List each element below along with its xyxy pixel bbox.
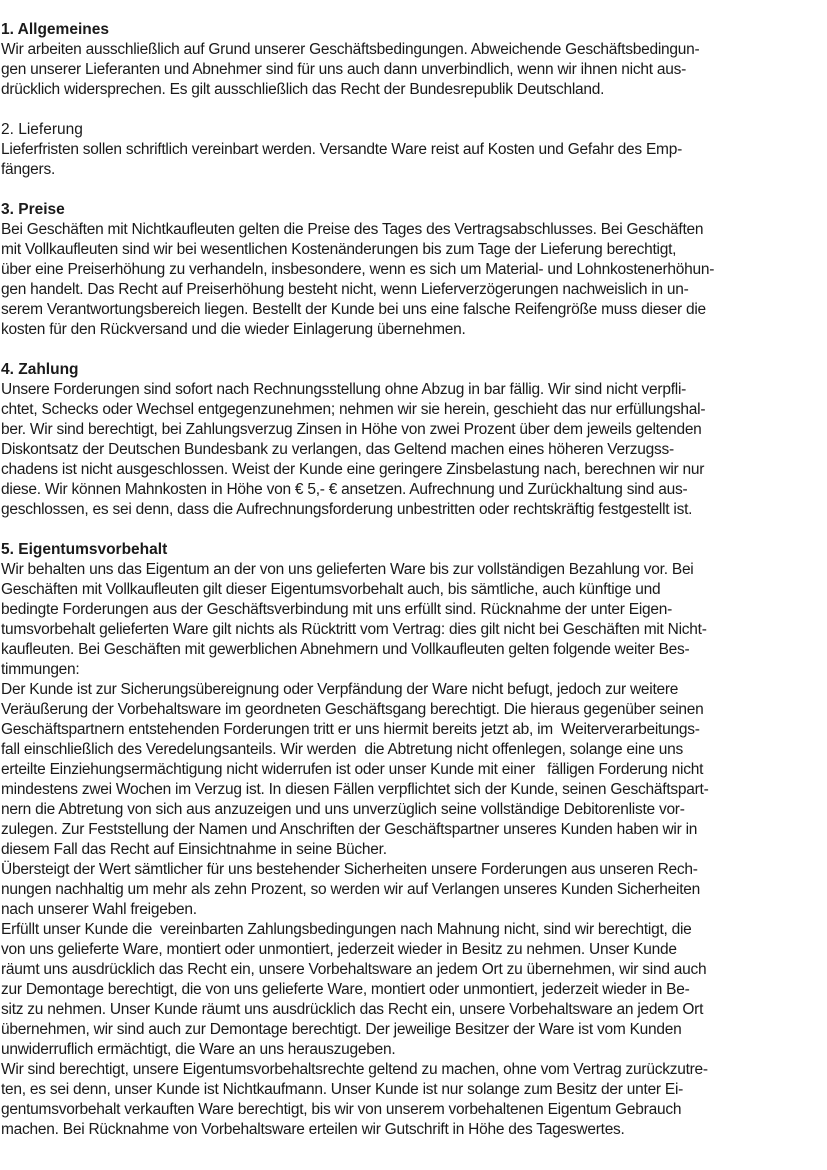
terms-document [1, 20, 825, 1160]
section-heading: 3. Preise [1, 201, 65, 218]
section-heading: 5. Eigentumsvorbehalt [1, 541, 168, 558]
paragraph-line: gen handelt. Das Recht auf Preiserhöhung besteht nicht, wenn Lieferverzögerungen nachweislich in un- [1, 281, 689, 298]
paragraph-line: kosten für den Rückversand und die wieder Einlagerung übernehmen. [1, 321, 466, 338]
paragraph-line: Geschäftspartnern entstehenden Forderungen tritt er uns hiermit bereits jetzt ab, im Weiterverarbeitungs- [1, 721, 700, 738]
paragraph-line: sitz zu nehmen. Unser Kunde räumt uns ausdrücklich das Recht ein, unsere Vorbehaltsware an jedem Ort [1, 1001, 704, 1018]
paragraph-line: ten, es sei denn, unser Kunde ist Nichtkaufmann. Unser Kunde ist nur solange zum Besitz der unter Ei- [1, 1081, 684, 1098]
paragraph-line: diesem Fall das Recht auf Einsichtnahme in seine Bücher. [1, 841, 387, 858]
paragraph-line: Geschäften mit Vollkaufleuten gilt dieser Eigentumsvorbehalt auch, bis sämtliche, auch künftige und [1, 581, 661, 598]
paragraph-line: nern die Abtretung von sich aus anzuzeigen und uns unverzüglich seine vollständige Debitorenliste vor- [1, 801, 685, 818]
paragraph-line: zur Demontage berechtigt, die von uns gelieferte Ware, montiert oder unmontiert, jederzeit wieder in Be- [1, 981, 690, 998]
paragraph-line: Der Kunde ist zur Sicherungsübereignung oder Verpfändung der Ware nicht befugt, jedoch zur weitere [1, 681, 679, 698]
paragraph-line: Diskontsatz der Deutschen Bundesbank zu verlangen, das Geltend machen eines höheren Verzugss- [1, 441, 674, 458]
paragraph-line: Unsere Forderungen sind sofort nach Rechnungsstellung ohne Abzug in bar fällig. Wir sind nicht verpfli- [1, 381, 687, 398]
paragraph-line: gentumsvorbehalt verkauften Ware berechtigt, bis wir von unserem vorbehaltenen Eigentum Gebrauch [1, 1101, 682, 1118]
paragraph-line: fängers. [1, 161, 56, 178]
paragraph-line: drücklich widersprechen. Es gilt ausschließlich das Recht der Bundesrepublik Deutschland. [1, 81, 605, 98]
paragraph-line: Übersteigt der Wert sämtlicher für uns bestehender Sicherheiten unsere Forderungen aus unseren Rech- [1, 861, 698, 878]
section-heading: 4. Zahlung [1, 361, 79, 378]
paragraph-line: übernehmen, wir sind auch zur Demontage berechtigt. Der jeweilige Besitzer der Ware ist vom Kunden [1, 1021, 682, 1038]
paragraph-line: serem Verantwortungsbereich liegen. Bestellt der Kunde bei uns eine falsche Reifengröße muss dieser die [1, 301, 706, 318]
section-heading: 1. Allgemeines [1, 21, 109, 38]
paragraph-line: Wir arbeiten ausschließlich auf Grund unserer Geschäftsbedingungen. Abweichende Geschäftsbedingun- [1, 41, 700, 58]
section-heading: 2. Lieferung [1, 121, 83, 138]
paragraph-line: nach unserer Wahl freigeben. [1, 901, 197, 918]
paragraph-line: über eine Preiserhöhung zu verhandeln, insbesondere, wenn es sich um Material- und Lohnkostenerhöhun- [1, 261, 715, 278]
paragraph-line: von uns gelieferte Ware, montiert oder unmontiert, jederzeit wieder in Besitz zu nehmen. Unser Kunde [1, 941, 677, 958]
paragraph-line: gen unserer Lieferanten und Abnehmer sind für uns auch dann unverbindlich, wenn wir ihnen nicht aus- [1, 61, 687, 78]
paragraph-line: Wir sind berechtigt, unsere Eigentumsvorbehaltsrechte geltend zu machen, ohne vom Vertrag zurückzutre- [1, 1061, 708, 1078]
paragraph-line: geschlossen, es sei denn, dass die Aufrechnungsforderung unbestritten oder rechtskräftig festgestellt ist. [1, 501, 693, 518]
paragraph-line: ber. Wir sind berechtigt, bei Zahlungsverzug Zinsen in Höhe von zwei Prozent über dem jeweils geltenden [1, 421, 702, 438]
paragraph-line: tumsvorbehalt gelieferten Ware gilt nichts als Rücktritt vom Vertrag: dies gilt nicht bei Geschäften mit Nicht- [1, 621, 707, 638]
paragraph-line: mit Vollkaufleuten sind wir bei wesentlichen Kostenänderungen bis zum Tage der Lieferung berechtigt, [1, 241, 677, 258]
paragraph-line: unwiderruflich ermächtigt, die Ware an uns herauszugeben. [1, 1041, 396, 1058]
section-eigentumsvorbehalt [1, 540, 825, 1140]
paragraph-line: chtet, Schecks oder Wechsel entgegenzunehmen; nehmen wir sie herein, geschieht das nur erfüllungshal- [1, 401, 706, 418]
paragraph-line: Veräußerung der Vorbehaltsware im geordneten Geschäftsgang berechtigt. Die hieraus gegenüber seinen [1, 701, 704, 718]
paragraph-line: chadens ist nicht ausgeschlossen. Weist der Kunde eine geringere Zinsbelastung nach, berechnen wir nur [1, 461, 705, 478]
paragraph-line: Wir behalten uns das Eigentum an der von uns gelieferten Ware bis zur vollständigen Bezahlung vor. Bei [1, 561, 694, 578]
paragraph-line: diese. Wir können Mahnkosten in Höhe von € 5,- € ansetzen. Aufrechnung und Zurückhaltung sind aus- [1, 481, 688, 498]
paragraph-line: Bei Geschäften mit Nichtkaufleuten gelten die Preise des Tages des Vertragsabschlusses. Bei Geschäften [1, 221, 704, 238]
paragraph-line: nungen nachhaltig um mehr als zehn Prozent, so werden wir auf Verlangen unseres Kunden Sicherheiten [1, 881, 701, 898]
section-zahlung [1, 360, 825, 520]
paragraph-line: räumt uns ausdrücklich das Recht ein, unsere Vorbehaltsware an jedem Ort zu übernehmen, wir sind auch [1, 961, 707, 978]
paragraph-line: mindestens zwei Wochen im Verzug ist. In diesen Fällen verpflichtet sich der Kunde, seinen Geschäftspart- [1, 781, 709, 798]
paragraph-line: Erfüllt unser Kunde die vereinbarten Zahlungsbedingungen nach Mahnung nicht, sind wir berechtigt, die [1, 921, 692, 938]
section-lieferung [1, 120, 825, 180]
paragraph-line: machen. Bei Rücknahme von Vorbehaltsware erteilen wir Gutschrift in Höhe des Tageswertes. [1, 1121, 625, 1138]
paragraph-line: bedingte Forderungen aus der Geschäftsverbindung mit uns erfüllt sind. Rücknahme der unter Eigen- [1, 601, 673, 618]
paragraph-line: erteilte Einziehungsermächtigung nicht widerrufen ist oder unser Kunde mit einer fälligen Forderung nicht [1, 761, 704, 778]
paragraph-line: fall einschließlich des Veredelungsanteils. Wir werden die Abtretung nicht offenlegen, solange eine uns [1, 741, 683, 758]
paragraph-line: timmungen: [1, 661, 80, 678]
section-allgemeines [1, 20, 825, 100]
section-preise [1, 200, 825, 340]
paragraph-line: Lieferfristen sollen schriftlich vereinbart werden. Versandte Ware reist auf Kosten und Gefahr des Emp- [1, 141, 682, 158]
paragraph-line: kaufleuten. Bei Geschäften mit gewerblichen Abnehmern und Vollkaufleuten gelten folgende weiter Bes- [1, 641, 690, 658]
paragraph-line: zulegen. Zur Feststellung der Namen und Anschriften der Geschäftspartner unseres Kunden haben wir in [1, 821, 698, 838]
